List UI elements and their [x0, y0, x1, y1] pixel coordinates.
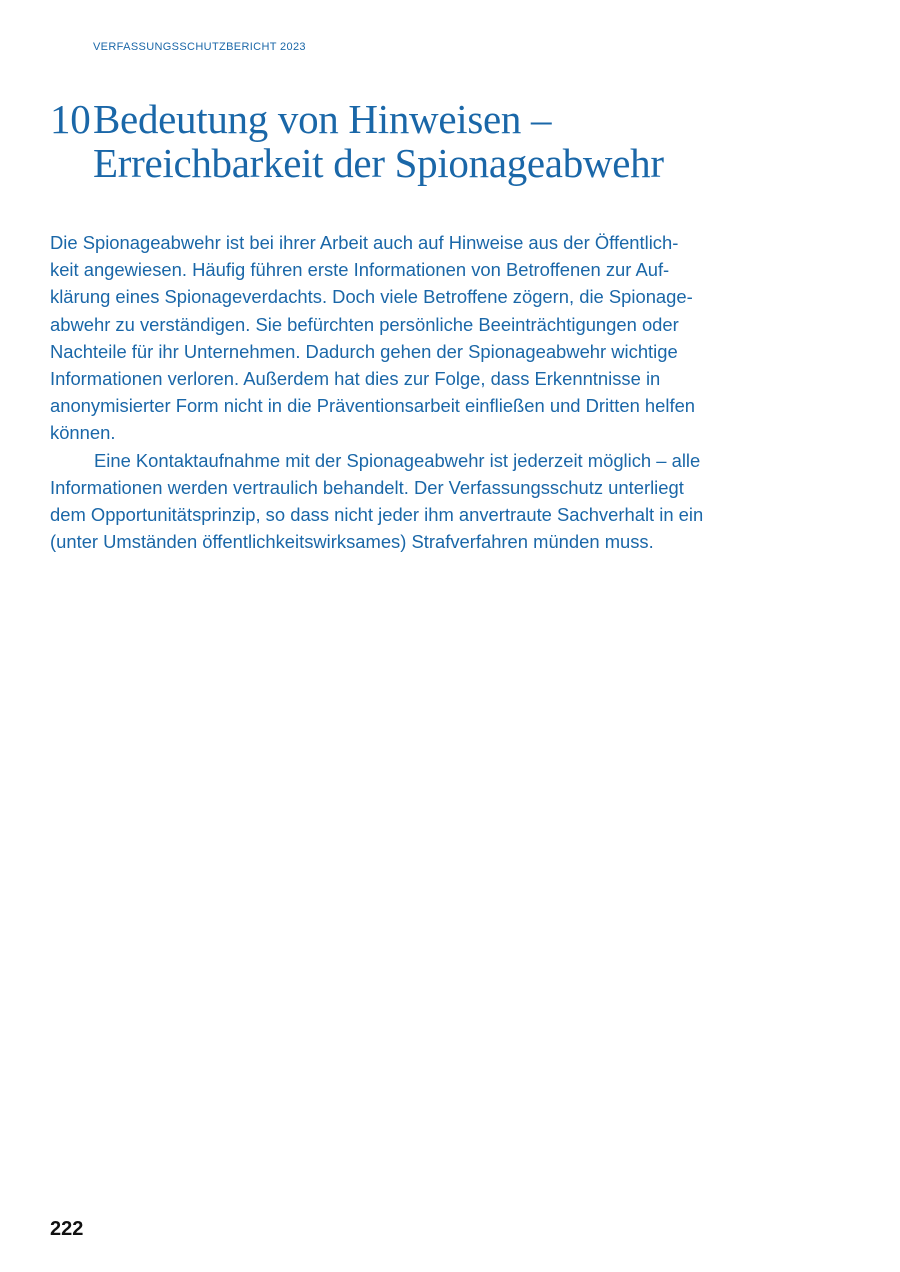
paragraph-1-line: klärung eines Spionageverdachts. Doch viele Betroffene zögern, die Spionage- — [50, 286, 693, 308]
paragraph-1-line: anonymisierter Form nicht in die Präventionsarbeit einfließen und Dritten helfen — [50, 395, 696, 417]
chapter-heading — [50, 97, 830, 185]
paragraph-1-line: Informationen verloren. Außerdem hat dies zur Folge, dass Erkenntnisse in — [50, 368, 661, 390]
body-text — [50, 229, 820, 555]
paragraph-2-line: dem Opportunitätsprinzip, so dass nicht jeder ihm anvertraute Sachverhalt in ein — [50, 504, 704, 526]
paragraph-1-line: können. — [50, 422, 116, 444]
paragraph-1-line: keit angewiesen. Häufig führen erste Informationen von Betroffenen zur Auf- — [50, 259, 670, 281]
page-number: 222 — [50, 1218, 84, 1240]
chapter-title-line-1: Bedeutung von Hinweisen – — [93, 96, 552, 142]
paragraph-1-line: Nachteile für ihr Unternehmen. Dadurch gehen der Spionageabwehr wichtige — [50, 340, 678, 362]
paragraph-1-line: Die Spionageabwehr ist bei ihrer Arbeit auch auf Hinweise aus der Öffentlich- — [50, 232, 679, 253]
paragraph-2-line: (unter Umständen öffentlichkeitswirksames) Strafverfahren münden muss. — [50, 531, 654, 553]
paragraph-1-line: abwehr zu verständigen. Sie befürchten persönliche Beeinträchtigungen oder — [50, 313, 679, 335]
paragraph-2-line: Informationen werden vertraulich behandelt. Der Verfassungsschutz unterliegt — [50, 476, 684, 498]
chapter-number: 10 — [50, 96, 91, 142]
paragraph-2-line: Eine Kontaktaufnahme mit der Spionageabwehr ist jederzeit möglich – alle — [94, 449, 701, 471]
chapter-title-line-2: Erreichbarkeit der Spionageabwehr — [93, 140, 664, 186]
running-header: VERFASSUNGSSCHUTZBERICHT 2023 — [93, 41, 306, 53]
